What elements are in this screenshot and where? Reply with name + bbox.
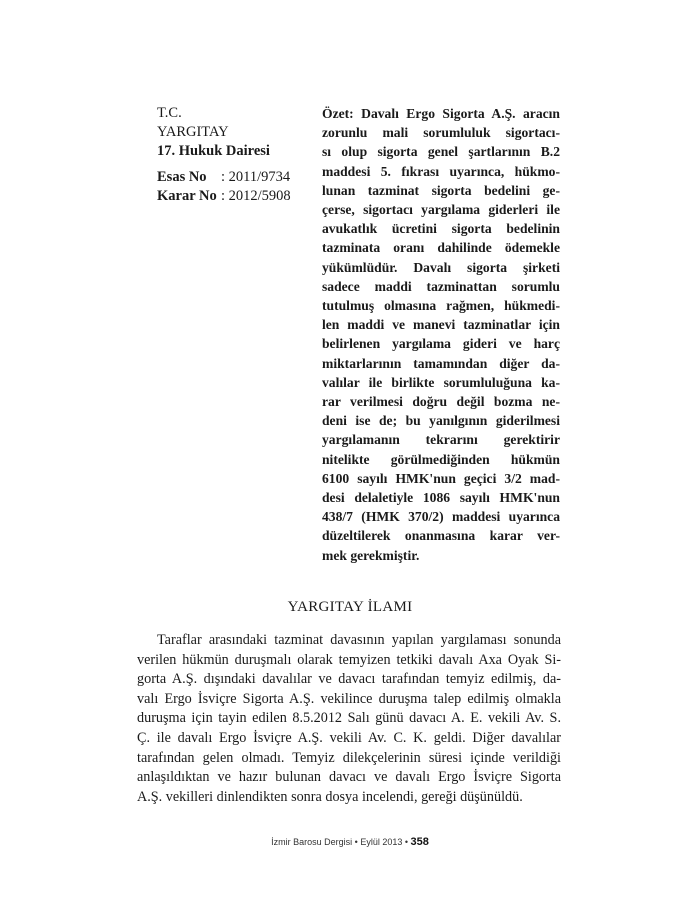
issue-date: Eylül 2013: [360, 837, 403, 847]
body-line: anlaşıldıktan ve hazır bulunan davacı ve davalı Ergo İsviçre Sigorta: [137, 769, 561, 786]
case-numbers: [157, 168, 307, 206]
body-line: duruşma için tayin edilen 8.5.2012 Salı günü davacı A. E. vekili Av. S.: [137, 710, 561, 727]
summary-line: valılar ile birlikte sorumluluğuna ka-: [322, 374, 560, 390]
court-name: YARGITAY: [157, 124, 229, 140]
karar-value: 2012/5908: [228, 188, 291, 204]
summary-line: belirlenen yargılama gideri ve harç: [322, 336, 560, 352]
esas-value: 2011/9734: [228, 169, 291, 185]
summary-line: desi delaletiyle 1086 sayılı HMK'nun: [322, 490, 560, 506]
body-line: gorta A.Ş. dışındaki davalılar ve davacı tarafından temyiz edilmiş, da-: [137, 671, 561, 688]
body-line: tarafından gelen olmadı. Temyiz dilekçelerinin süresi içinde verildiği: [137, 749, 561, 766]
karar-separator: :: [221, 188, 226, 204]
republic-label: T.C.: [157, 105, 182, 121]
summary-line: düzeltilerek onanmasına karar ver-: [322, 528, 560, 544]
summary-line: çerse, sigortacı yargılama giderleri ile: [322, 202, 560, 218]
esas-label: Esas No: [157, 169, 207, 185]
summary-line: 6100 sayılı HMK'nun geçici 3/2 mad-: [322, 470, 560, 486]
summary-line: zorunlu mali sorumluluk sigortacı-: [322, 125, 560, 141]
section-title: YARGITAY İLAMI: [287, 599, 413, 615]
summary-line: miktarlarının tamamından diğer da-: [322, 355, 560, 371]
chamber-name: 17. Hukuk Dairesi: [157, 143, 270, 159]
page-number: 358: [410, 836, 429, 848]
summary-line: sadece maddi tazminattan sorumlu: [322, 278, 560, 294]
body-line: Ç. ile davalı Ergo İsviçre A.Ş. vekili Av. C. K. geldi. Diğer davalılar: [137, 729, 561, 746]
summary-line: tazminata oranı dahilinde ödemekle: [322, 240, 560, 256]
page-footer: [0, 836, 700, 848]
body-line: Taraflar arasındaki tazminat davasının yapılan yargılaması sonunda: [157, 632, 561, 648]
summary-line: maddesi 5. fıkrası uyarınca, hükmo-: [322, 163, 560, 179]
body-line: valı Ergo İsviçre Sigorta A.Ş. vekilince duruşma talep edilmiş olmakla: [137, 690, 561, 707]
summary-line: tutulmuş olmasına rağmen, hükmedi-: [322, 298, 560, 314]
karar-row: [157, 187, 307, 206]
esas-row: [157, 168, 307, 187]
summary-line: lunan tazminat sigorta bedelini ge-: [322, 182, 560, 198]
summary-line: len maddi ve manevi tazminatlar için: [322, 317, 560, 333]
summary-line: yükümlüdür. Davalı sigorta şirketi: [322, 259, 560, 275]
footer-separator: •: [404, 837, 409, 847]
summary-line: mek gerekmiştir.: [322, 547, 420, 563]
summary-line: Özet: Davalı Ergo Sigorta A.Ş. aracın: [322, 106, 560, 121]
karar-label: Karar No: [157, 188, 217, 204]
decision-body: [137, 631, 561, 807]
body-line: A.Ş. vekilleri dinlendikten sonra dosya incelendi, gereği düşünüldü.: [137, 788, 523, 805]
journal-name: İzmir Barosu Dergisi: [271, 837, 353, 847]
summary-line: avukatlık ücretini sigorta bedelinin: [322, 221, 560, 237]
footer-separator: •: [354, 837, 358, 847]
esas-separator: :: [221, 169, 226, 185]
summary-line: yargılamanın tekrarını gerektirir: [322, 432, 560, 448]
case-summary: [322, 104, 560, 565]
body-line: verilen hükmün duruşmalı olarak temyizen tetkiki davalı Axa Oyak Si-: [137, 651, 561, 668]
summary-line: deni ise de; bu yanılgının giderilmesi: [322, 413, 560, 429]
summary-line: rar verilmesi doğru değil bozma ne-: [322, 394, 560, 410]
summary-line: 438/7 (HMK 370/2) maddesi uyarınca: [322, 509, 560, 525]
summary-line: nitelikte görülmediğinden hükmün: [322, 451, 560, 467]
case-header: [157, 104, 307, 206]
summary-line: sı olup sigorta genel şartlarının B.2: [322, 144, 560, 160]
